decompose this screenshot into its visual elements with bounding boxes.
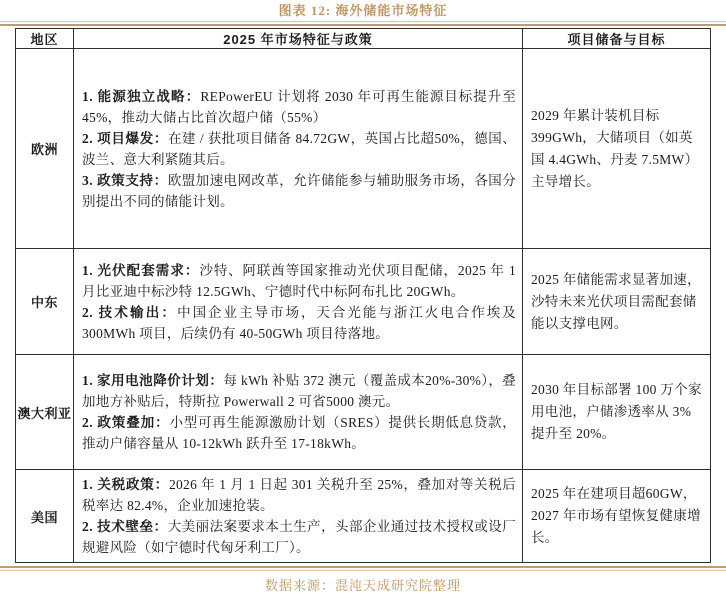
top-divider-line xyxy=(0,21,726,26)
feature-item xyxy=(82,370,516,412)
feature-item xyxy=(82,170,516,212)
feature-label: 1. 光伏配套需求： xyxy=(82,262,200,278)
table-row-middle-east xyxy=(16,249,711,355)
col-header-features: 2025 年市场特征与政策 xyxy=(74,29,523,49)
feature-item xyxy=(82,516,516,558)
col-header-targets: 项目储备与目标 xyxy=(523,29,711,49)
table-row-europe xyxy=(16,49,711,249)
feature-text: 欧盟加速电网改革，允许储能参与辅助服务市场，各国分别提出不同的储能计划。 xyxy=(82,172,517,209)
feature-text: 大美丽法案要求本土生产，头部企业通过技术授权或设厂规避风险（如宁德时代匈牙利工厂）。 xyxy=(82,519,517,555)
region-label: 澳大利亚 xyxy=(16,355,74,470)
target-text: 2025 年储能需求显著加速，沙特未来光伏项目需配套储能以支撑电网。 xyxy=(531,271,701,331)
feature-item xyxy=(82,86,516,128)
target-cell xyxy=(523,249,711,355)
feature-text: 2026 年 1 月 1 日起 301 关税升至 25%，叠加对等关税后税率达 82.4%，企业加速抢装。 xyxy=(82,477,517,513)
table-header-row xyxy=(16,29,711,49)
feature-label: 2. 项目爆发： xyxy=(82,130,169,146)
feature-item xyxy=(82,474,516,516)
table-row-usa xyxy=(16,470,711,563)
target-text: 2030 年目标部署 100 万个家用电池，户储渗透率从 3% 提升至 20%。 xyxy=(531,382,702,441)
target-text: 2029 年累计装机目标 399GWh，大储项目（如英国 4.4GWh、丹麦 7.5MW）主导增长。 xyxy=(531,107,699,189)
features-cell xyxy=(74,249,523,355)
feature-item xyxy=(82,302,516,344)
region-label: 欧洲 xyxy=(16,49,74,249)
feature-text: 在建 / 获批项目储备 84.72GW，英国占比超50%，德国、波兰、意大利紧随其后。 xyxy=(82,130,517,167)
feature-label: 2. 政策叠加： xyxy=(82,415,170,430)
overseas-storage-market-table xyxy=(15,28,711,563)
feature-label: 1. 关税政策： xyxy=(82,477,169,492)
region-label: 中东 xyxy=(16,249,74,355)
feature-label: 1. 家用电池降价计划： xyxy=(82,373,224,388)
table-row-australia xyxy=(16,355,711,470)
feature-text: 中国企业主导市场，天合光能与浙江火电合作埃及 300MWh 项目，后续仍有 40-50GWh 项目待落地。 xyxy=(82,304,516,341)
target-cell xyxy=(523,355,711,470)
features-cell xyxy=(74,355,523,470)
feature-label: 3. 政策支持： xyxy=(82,172,168,188)
feature-label: 1. 能源独立战略： xyxy=(82,88,201,104)
feature-item xyxy=(82,412,516,454)
features-cell xyxy=(74,49,523,249)
bottom-divider-line xyxy=(0,566,726,571)
data-source-note: 数据来源：混沌天成研究院整理 xyxy=(264,578,461,593)
feature-text: 沙特、阿联酋等国家推动光伏项目配储，2025 年 1 月比亚迪中标沙特 12.5GWh、宁德时代中标阿布扎比 20GWh。 xyxy=(82,262,516,299)
feature-item xyxy=(82,260,516,302)
figure-title: 图表 12: 海外储能市场特征 xyxy=(278,3,448,18)
feature-item xyxy=(82,128,516,170)
col-header-region: 地区 xyxy=(16,29,74,49)
target-cell xyxy=(523,49,711,249)
target-cell xyxy=(523,470,711,563)
feature-label: 2. 技术壁垒： xyxy=(82,519,168,534)
feature-text: 每 kWh 补贴 372 澳元（覆盖成本20%-30%），叠加地方补贴后，特斯拉 Powerwall 2 可省5000 澳元。 xyxy=(82,373,516,409)
region-label: 美国 xyxy=(16,470,74,563)
target-text: 2025 年在建项目超60GW，2027 年市场有望恢复健康增长。 xyxy=(531,486,701,545)
features-cell xyxy=(74,470,523,563)
feature-label: 2. 技术输出： xyxy=(82,304,178,320)
feature-text: 小型可再生能源激励计划（SRES）提供长期低息贷款，推动户储容量从 10-12kWh 跃升至 17-18kWh。 xyxy=(82,415,516,451)
feature-text: REPowerEU 计划将 2030 年可再生能源目标提升至 45%，推动大储占比首次超户储（55%） xyxy=(82,88,516,125)
